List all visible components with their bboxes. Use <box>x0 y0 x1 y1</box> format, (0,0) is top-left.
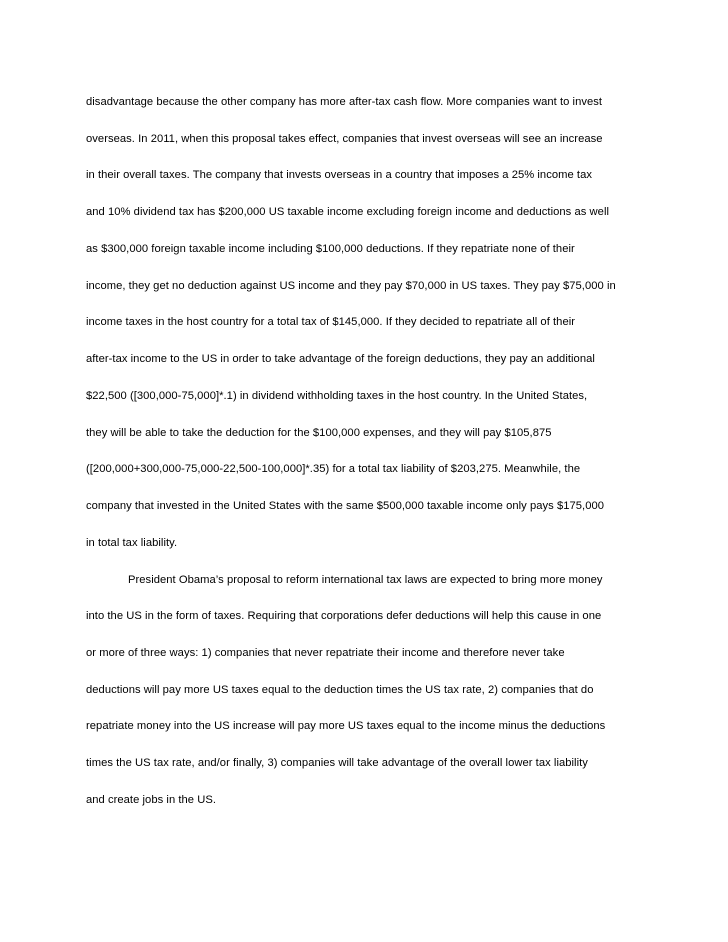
paragraph-1-line-3: in their overall taxes. The company that invests overseas in a country that imposes a 25% income tax <box>86 169 592 182</box>
paragraph-2-line-6: times the US tax rate, and/or finally, 3) companies will take advantage of the overall lower tax liability <box>86 757 588 770</box>
paragraph-2-line-7: and create jobs in the US. <box>86 793 217 806</box>
paragraph-2-line-5: repatriate money into the US increase will pay more US taxes equal to the income minus the deductions <box>86 720 606 733</box>
paragraph-1-line-11: ([200,000+300,000-75,000-22,500-100,000]*.35) for a total tax liability of $203,275. Meanwhile, the <box>86 463 581 476</box>
paragraph-1-line-6: income, they get no deduction against US income and they pay $70,000 in US taxes. They pay $75,000 in <box>86 279 616 292</box>
paragraph-2-line-4: deductions will pay more US taxes equal to the deduction times the US tax rate, 2) companies that do <box>86 683 594 696</box>
paragraph-1-line-12: company that invested in the United States with the same $500,000 taxable income only pays $175,000 <box>86 500 605 513</box>
paragraph-1-line-7: income taxes in the host country for a total tax of $145,000. If they decided to repatriate all of their <box>86 316 576 329</box>
document-body <box>86 97 656 832</box>
paragraph-1-line-4: and 10% dividend tax has $200,000 US taxable income excluding foreign income and deductions as well <box>86 206 610 219</box>
paragraph-2-line-1: President Obama’s proposal to reform international tax laws are expected to bring more money <box>128 573 603 586</box>
paragraph-1-line-5: as $300,000 foreign taxable income including $100,000 deductions. If they repatriate none of their <box>86 242 575 255</box>
paragraph-1-line-13: in total tax liability. <box>86 536 178 549</box>
paragraph-1-line-8: after-tax income to the US in order to take advantage of the foreign deductions, they pay an additional <box>86 353 595 366</box>
paragraph-1-line-2: overseas. In 2011, when this proposal takes effect, companies that invest overseas will see an increase <box>86 132 603 145</box>
paragraph-2-line-3: or more of three ways: 1) companies that never repatriate their income and therefore never take <box>86 647 565 660</box>
paragraph-1-line-9: $22,500 ([300,000-75,000]*.1) in dividend withholding taxes in the host country. In the United States, <box>86 389 588 402</box>
paragraph-1-line-10: they will be able to take the deduction for the $100,000 expenses, and they will pay $105,875 <box>86 426 552 439</box>
paragraph-1-line-1: disadvantage because the other company has more after-tax cash flow. More companies want to invest <box>86 96 603 108</box>
paragraph-2-line-2: into the US in the form of taxes. Requiring that corporations defer deductions will help this cause in one <box>86 610 602 623</box>
